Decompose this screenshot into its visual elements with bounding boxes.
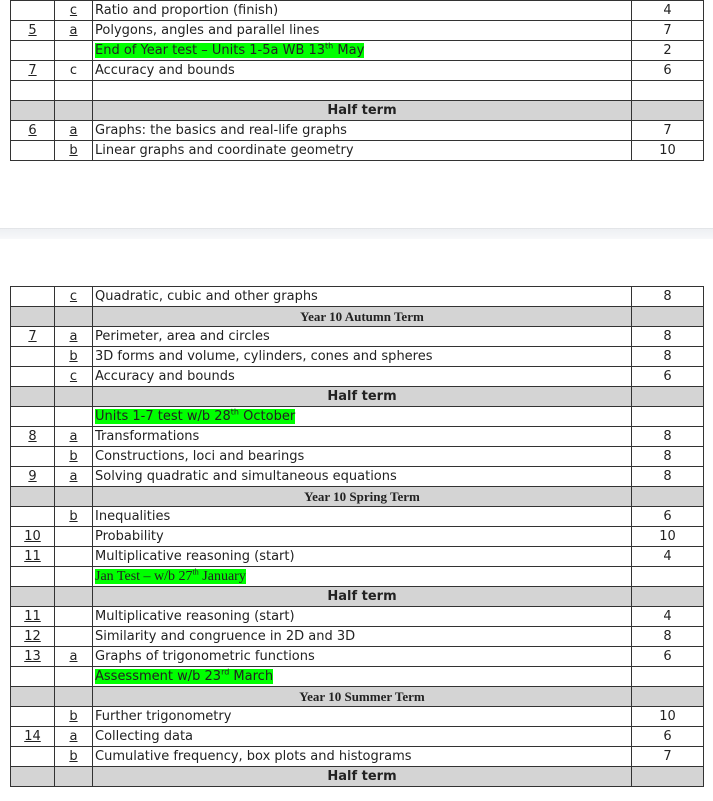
- weeks-cell: [632, 81, 704, 101]
- weeks-cell: 10: [632, 527, 704, 547]
- table-row: [11, 141, 704, 161]
- topic-cell: Inequalities: [93, 507, 632, 527]
- sub-unit: a: [55, 121, 93, 141]
- scheme-table-bottom: [10, 286, 704, 787]
- weeks-cell: 4: [632, 607, 704, 627]
- table-row: [11, 467, 704, 487]
- sub-unit: a: [55, 467, 93, 487]
- table-row: [11, 607, 704, 627]
- sub-unit: b: [55, 707, 93, 727]
- table-row: [11, 21, 704, 41]
- sub-unit: b: [55, 747, 93, 767]
- test-label: Assessment w/b 23rd March: [95, 667, 274, 684]
- unit-number: [11, 1, 55, 21]
- table-row: [11, 367, 704, 387]
- topic-cell: Accuracy and bounds: [93, 61, 632, 81]
- topic-cell: Constructions, loci and bearings: [93, 447, 632, 467]
- half-term-label: Half term: [93, 101, 632, 121]
- unit-number: 14: [11, 727, 55, 747]
- topic-cell: Polygons, angles and parallel lines: [93, 21, 632, 41]
- weeks-cell: 8: [632, 327, 704, 347]
- weeks-cell: 2: [632, 41, 704, 61]
- test-row: [11, 407, 704, 427]
- topic-cell: Linear graphs and coordinate geometry: [93, 141, 632, 161]
- topic-cell: 3D forms and volume, cylinders, cones and spheres: [93, 347, 632, 367]
- weeks-cell: 8: [632, 627, 704, 647]
- sub-unit: c: [55, 287, 93, 307]
- sub-unit: a: [55, 21, 93, 41]
- topic-cell: Perimeter, area and circles: [93, 327, 632, 347]
- table-row: [11, 287, 704, 307]
- table-row: [11, 627, 704, 647]
- weeks-cell: 10: [632, 141, 704, 161]
- unit-number: [11, 347, 55, 367]
- table-row: [11, 547, 704, 567]
- unit-number: 12: [11, 627, 55, 647]
- table-row: [11, 747, 704, 767]
- weeks-cell: 6: [632, 61, 704, 81]
- unit-number: [11, 287, 55, 307]
- table-row: [11, 347, 704, 367]
- topic-cell: Multiplicative reasoning (start): [93, 607, 632, 627]
- table-row: [11, 527, 704, 547]
- sub-unit: [55, 607, 93, 627]
- sub-unit: [55, 527, 93, 547]
- weeks-cell: 6: [632, 367, 704, 387]
- table-row: [11, 81, 704, 101]
- term-header-row: [11, 307, 704, 327]
- half-term-row: [11, 387, 704, 407]
- sub-unit: [55, 41, 93, 61]
- test-label: Units 1-7 test w/b 28th October: [95, 407, 296, 424]
- term-label: Year 10 Spring Term: [93, 487, 632, 507]
- topic-cell: End of Year test – Units 1-5a WB 13th May: [93, 41, 632, 61]
- unit-number: 8: [11, 427, 55, 447]
- weeks-cell: 7: [632, 21, 704, 41]
- test-label: Jan Test – w/b 27th January: [95, 566, 246, 584]
- half-term-label: Half term: [93, 767, 632, 787]
- weeks-cell: 6: [632, 647, 704, 667]
- unit-number: 7: [11, 61, 55, 81]
- weeks-cell: 8: [632, 447, 704, 467]
- test-row: [11, 567, 704, 587]
- unit-number: [11, 507, 55, 527]
- table-row: [11, 507, 704, 527]
- unit-number: [11, 707, 55, 727]
- sub-unit: a: [55, 727, 93, 747]
- table-row: [11, 727, 704, 747]
- table-row: [11, 61, 704, 81]
- weeks-cell: 10: [632, 707, 704, 727]
- table-row: [11, 1, 704, 21]
- term-label: Year 10 Autumn Term: [93, 307, 632, 327]
- topic-cell: [93, 81, 632, 101]
- unit-number: [11, 81, 55, 101]
- sub-unit: c: [55, 367, 93, 387]
- table-row: [11, 41, 704, 61]
- topic-cell: Collecting data: [93, 727, 632, 747]
- weeks-cell: 8: [632, 467, 704, 487]
- unit-number: 7: [11, 327, 55, 347]
- unit-number: [11, 141, 55, 161]
- topic-cell: Quadratic, cubic and other graphs: [93, 287, 632, 307]
- term-header-row: [11, 487, 704, 507]
- weeks-cell: 8: [632, 287, 704, 307]
- table-row: [11, 447, 704, 467]
- page-break: [0, 228, 713, 239]
- scheme-table-top: [10, 0, 704, 161]
- half-term-row: [11, 587, 704, 607]
- table-row: [11, 121, 704, 141]
- weeks-cell: 8: [632, 347, 704, 367]
- unit-number: 10: [11, 527, 55, 547]
- topic-cell: Cumulative frequency, box plots and histograms: [93, 747, 632, 767]
- sub-unit: [55, 547, 93, 567]
- test-row: [11, 667, 704, 687]
- weeks-cell: 7: [632, 121, 704, 141]
- sub-unit: a: [55, 647, 93, 667]
- topic-cell: Transformations: [93, 427, 632, 447]
- unit-number: [11, 367, 55, 387]
- weeks-cell: 6: [632, 727, 704, 747]
- topic-cell: Further trigonometry: [93, 707, 632, 727]
- unit-number: 6: [11, 121, 55, 141]
- topic-cell: Graphs: the basics and real-life graphs: [93, 121, 632, 141]
- term-header-row: [11, 687, 704, 707]
- weeks-cell: 8: [632, 427, 704, 447]
- topic-cell: Graphs of trigonometric functions: [93, 647, 632, 667]
- half-term-label: Half term: [93, 587, 632, 607]
- sub-unit: c: [55, 1, 93, 21]
- weeks-cell: 7: [632, 747, 704, 767]
- topic-cell: Similarity and congruence in 2D and 3D: [93, 627, 632, 647]
- sub-unit: [55, 627, 93, 647]
- sub-unit: c: [55, 61, 93, 81]
- table-row: [11, 427, 704, 447]
- sub-unit: b: [55, 447, 93, 467]
- term-label: Year 10 Summer Term: [93, 687, 632, 707]
- unit-number: 13: [11, 647, 55, 667]
- sub-unit: b: [55, 141, 93, 161]
- half-term-row: [11, 101, 704, 121]
- topic-cell: Multiplicative reasoning (start): [93, 547, 632, 567]
- topic-cell: Ratio and proportion (finish): [93, 1, 632, 21]
- sub-unit: a: [55, 327, 93, 347]
- table-row: [11, 327, 704, 347]
- half-term-row: [11, 767, 704, 787]
- sub-unit: b: [55, 347, 93, 367]
- table-row: [11, 647, 704, 667]
- topic-cell: Probability: [93, 527, 632, 547]
- table-row: [11, 707, 704, 727]
- sub-unit: [55, 81, 93, 101]
- unit-number: [11, 41, 55, 61]
- half-term-label: Half term: [93, 387, 632, 407]
- sub-unit: b: [55, 507, 93, 527]
- unit-number: 5: [11, 21, 55, 41]
- weeks-cell: 4: [632, 547, 704, 567]
- weeks-cell: 6: [632, 507, 704, 527]
- unit-number: 11: [11, 607, 55, 627]
- unit-number: [11, 747, 55, 767]
- weeks-cell: 4: [632, 1, 704, 21]
- unit-number: [11, 447, 55, 467]
- sub-unit: a: [55, 427, 93, 447]
- topic-cell: Accuracy and bounds: [93, 367, 632, 387]
- unit-number: 9: [11, 467, 55, 487]
- topic-cell: Solving quadratic and simultaneous equations: [93, 467, 632, 487]
- unit-number: 11: [11, 547, 55, 567]
